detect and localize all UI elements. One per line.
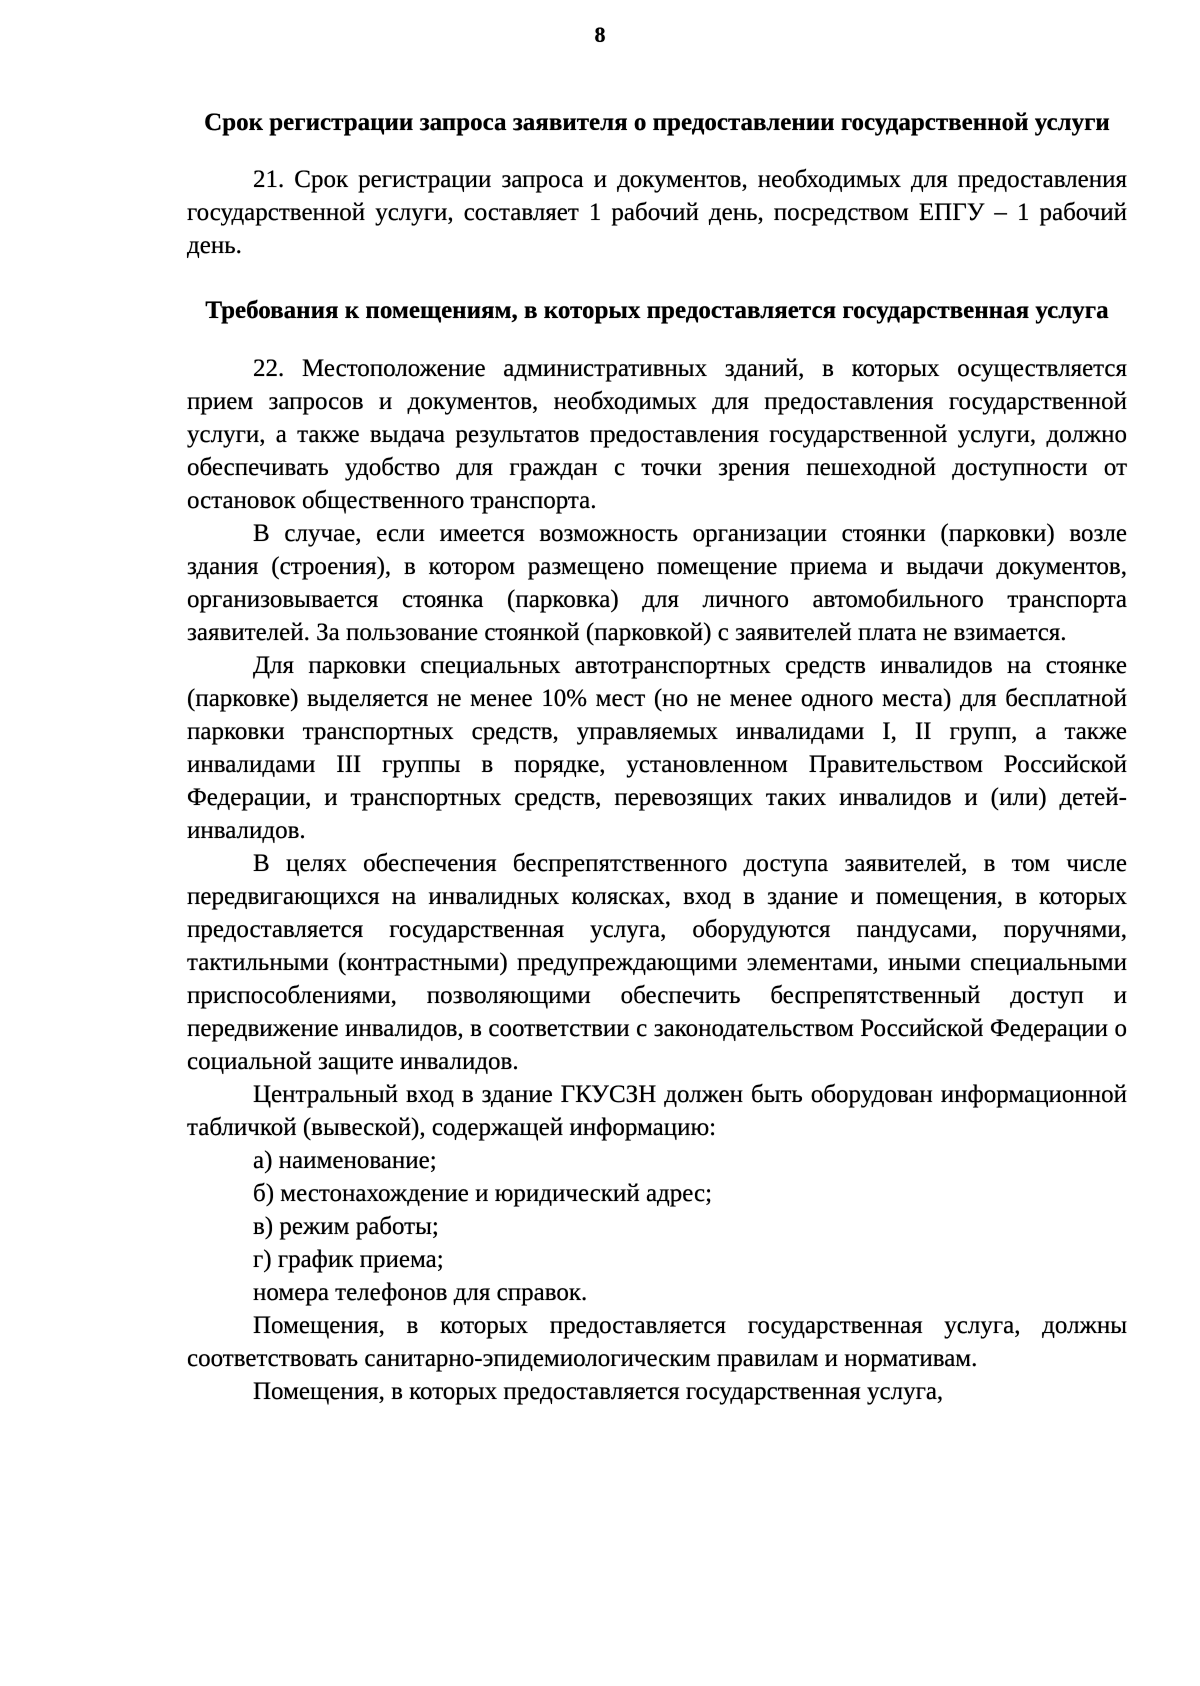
paragraph-21: 21. Срок регистрации запроса и документов, необходимых для предоставления государственной услуги, составляет 1 рабочий день, посредством ЕПГУ – 1 рабочий день. [187, 166, 1127, 259]
page-number: 8 [594, 22, 606, 47]
list-item: в) режим работы; [253, 1213, 439, 1240]
list-item: г) график приема; [253, 1246, 444, 1273]
section-heading-premises: Требования к помещениям, в которых предоставляется государственная услуга [205, 297, 1109, 324]
list-item: а) наименование; [253, 1147, 437, 1174]
paragraph-sanitary: Помещения, в которых предоставляется государственная услуга, должны соответствовать санитарно-эпидемиологическим правилам и нормативам. [187, 1312, 1127, 1372]
paragraph-entrance: Центральный вход в здание ГКУСЗН должен быть оборудован информационной табличкой (вывеской), содержащей информацию: [187, 1081, 1127, 1141]
paragraph-disabled-parking: Для парковки специальных автотранспортных средств инвалидов на стоянке (парковке) выделяется не менее 10% мест (но не менее одного места) для бесплатной парковки транспортных средств, управляемых инвалидами I, II групп, а также инвалидами III группы в порядке, установленном Правительством Российской Федерации, и транспортных средств, перевозящих таких инвалидов и (или) детей-инвалидов. [187, 652, 1127, 844]
paragraph-access: В целях обеспечения беспрепятственного доступа заявителей, в том числе передвигающихся на инвалидных колясках, вход в здание и помещения, в которых предоставляется государственная услуга, оборудуются пандусами, поручнями, тактильными (контрастными) предупреждающими элементами, иными специальными приспособлениями, позволяющими обеспечить беспрепятственный доступ и передвижение инвалидов, в соответствии с законодательством Российской Федерации о социальной защите инвалидов. [187, 850, 1127, 1075]
paragraph-last: Помещения, в которых предоставляется государственная услуга, [253, 1378, 944, 1405]
section-heading-registration: Срок регистрации запроса заявителя о предоставлении государственной услуги [204, 109, 1110, 136]
paragraph-22: 22. Местоположение административных зданий, в которых осуществляется прием запросов и документов, необходимых для предоставления государственной услуги, а также выдача результатов предоставления государственной услуги, должно обеспечивать удобство для граждан с точки зрения пешеходной доступности от остановок общественного транспорта. [187, 355, 1127, 514]
list-item: б) местонахождение и юридический адрес; [253, 1180, 713, 1207]
page-content [187, 106, 1127, 1408]
paragraph-parking: В случае, если имеется возможность организации стоянки (парковки) возле здания (строения), в котором размещено помещение приема и выдачи документов, организовывается стоянка (парковка) для личного автомобильного транспорта заявителей. За пользование стоянкой (парковкой) с заявителей плата не взимается. [187, 520, 1127, 646]
list-item: номера телефонов для справок. [253, 1279, 588, 1306]
info-sign-list [187, 1144, 1127, 1309]
